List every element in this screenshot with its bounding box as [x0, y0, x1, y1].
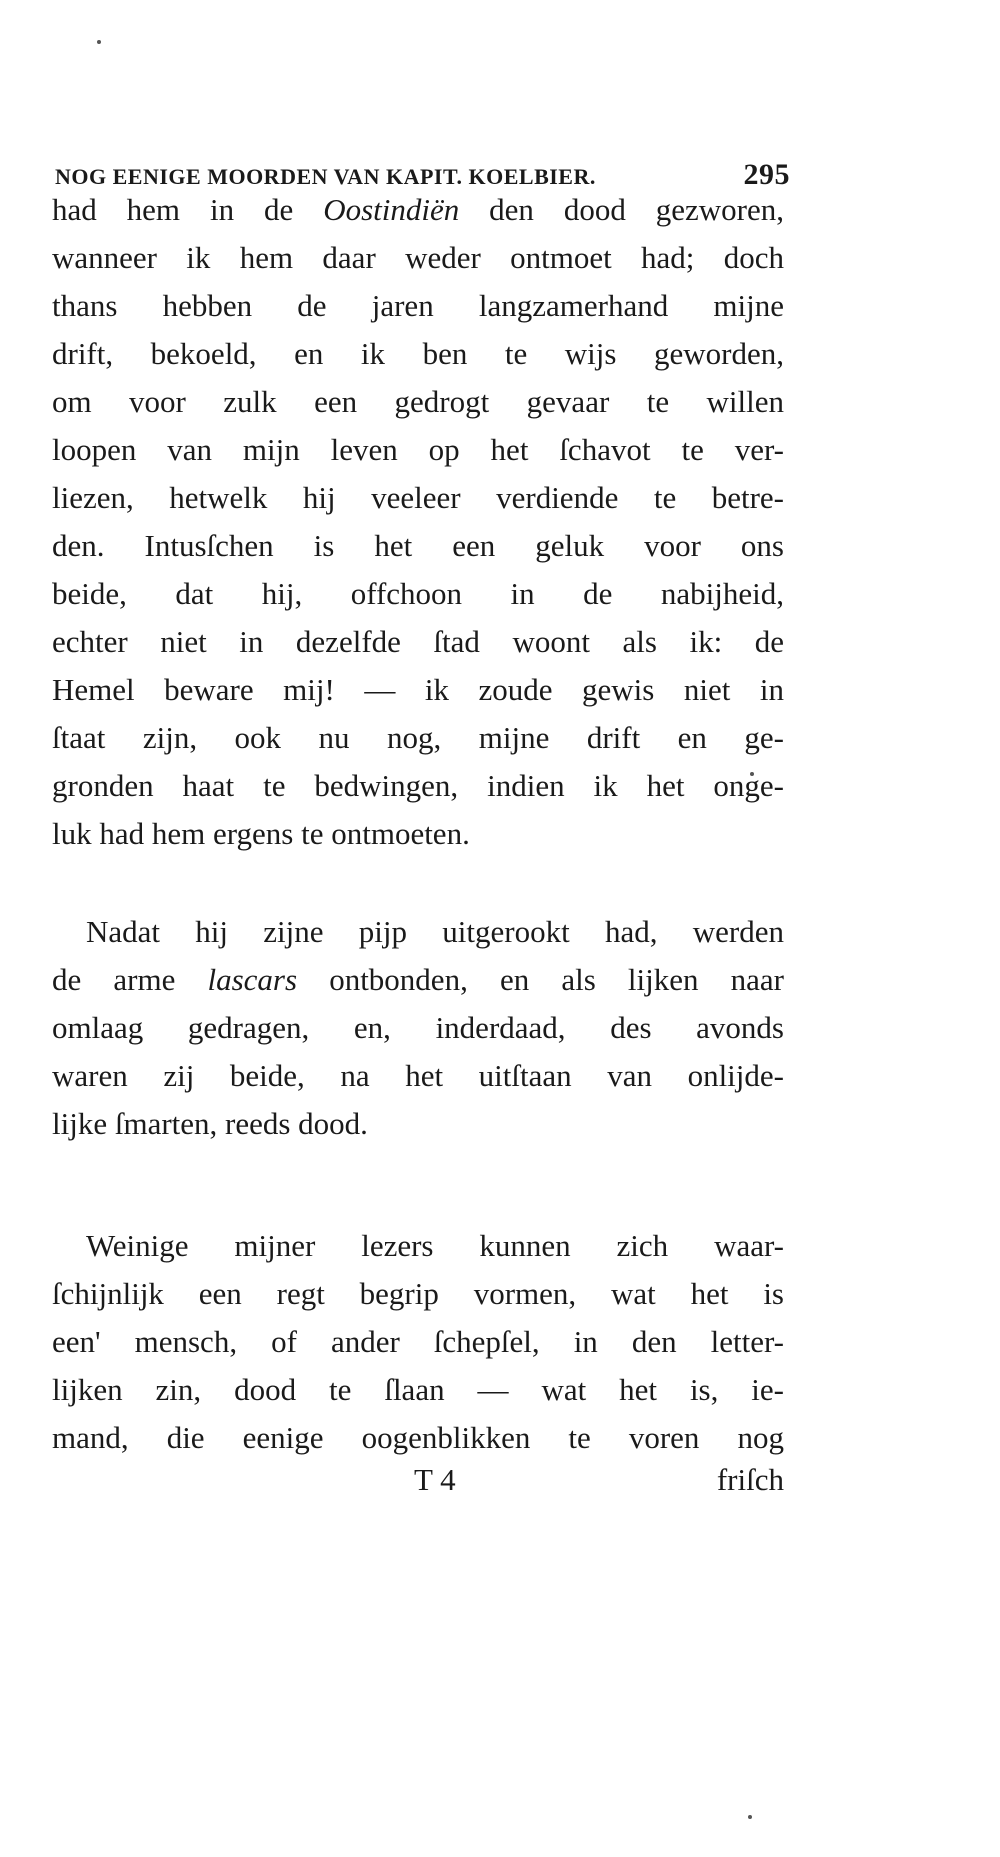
text-line: Weinige mijner lezers kunnen zich waar- — [86, 1228, 784, 1263]
paragraph-1 — [52, 186, 784, 858]
text-line: om voor zulk een gedrogt gevaar te willen — [52, 384, 784, 419]
catchword: friſch — [716, 1462, 784, 1497]
paragraph-3 — [52, 1222, 784, 1462]
text-line: Nadat hij zijne pijp uitgerookt had, werden — [86, 914, 784, 949]
signature-mark: T 4 — [414, 1462, 456, 1497]
italic-word: lascars — [207, 962, 298, 997]
text-line: waren zij beide, na het uitſtaan van onlijde- — [52, 1058, 784, 1093]
text-line: ſtaat zijn, ook nu nog, mijne drift en ge- — [52, 720, 784, 755]
paragraph-2 — [52, 908, 784, 1148]
text-line: luk had hem ergens te ontmoeten. — [52, 816, 470, 851]
text-line: de arme lascars ontbonden, en als lijken naar — [52, 962, 784, 997]
running-title: NOG EENIGE MOORDEN VAN KAPIT. KOELBIER. — [55, 164, 596, 189]
text-line: den. Intusſchen is het een geluk voor ons — [52, 528, 784, 563]
page-number: 295 — [743, 158, 790, 191]
text-line: lijken zin, dood te ſlaan — wat het is, ie- — [52, 1372, 784, 1407]
speck — [748, 1815, 752, 1819]
text-line: loopen van mijn leven op het ſchavot te ver- — [52, 432, 784, 467]
text-line: drift, bekoeld, en ik ben te wijs geworden, — [52, 336, 784, 371]
text-line: had hem in de Oostindiën den dood gezworen, — [52, 192, 784, 227]
text-line: een' mensch, of ander ſchepſel, in den letter- — [52, 1324, 784, 1359]
text-line: omlaag gedragen, en, inderdaad, des avonds — [52, 1010, 784, 1045]
text-line: ſchijnlijk een regt begrip vormen, wat het is — [52, 1276, 784, 1311]
text-line: lijke ſmarten, reeds dood. — [52, 1106, 368, 1141]
page-footer — [52, 1462, 784, 1510]
text-line: thans hebben de jaren langzamerhand mijne — [52, 288, 784, 323]
text-line: gronden haat te bedwingen, indien ik het onge- — [52, 768, 784, 803]
text-line: liezen, hetwelk hij veeleer verdiende te betre- — [52, 480, 784, 515]
text-line: mand, die eenige oogenblikken te voren nog — [52, 1420, 784, 1455]
speck — [97, 40, 101, 44]
text-line: Hemel beware mij! — ik zoude gewis niet in — [52, 672, 784, 707]
italic-word: Oostindiën — [323, 192, 460, 227]
text-line: echter niet in dezelfde ſtad woont als ik: de — [52, 624, 784, 659]
text-line: beide, dat hij, offchoon in de nabijheid, — [52, 576, 784, 611]
text-line: wanneer ik hem daar weder ontmoet had; doch — [52, 240, 784, 275]
